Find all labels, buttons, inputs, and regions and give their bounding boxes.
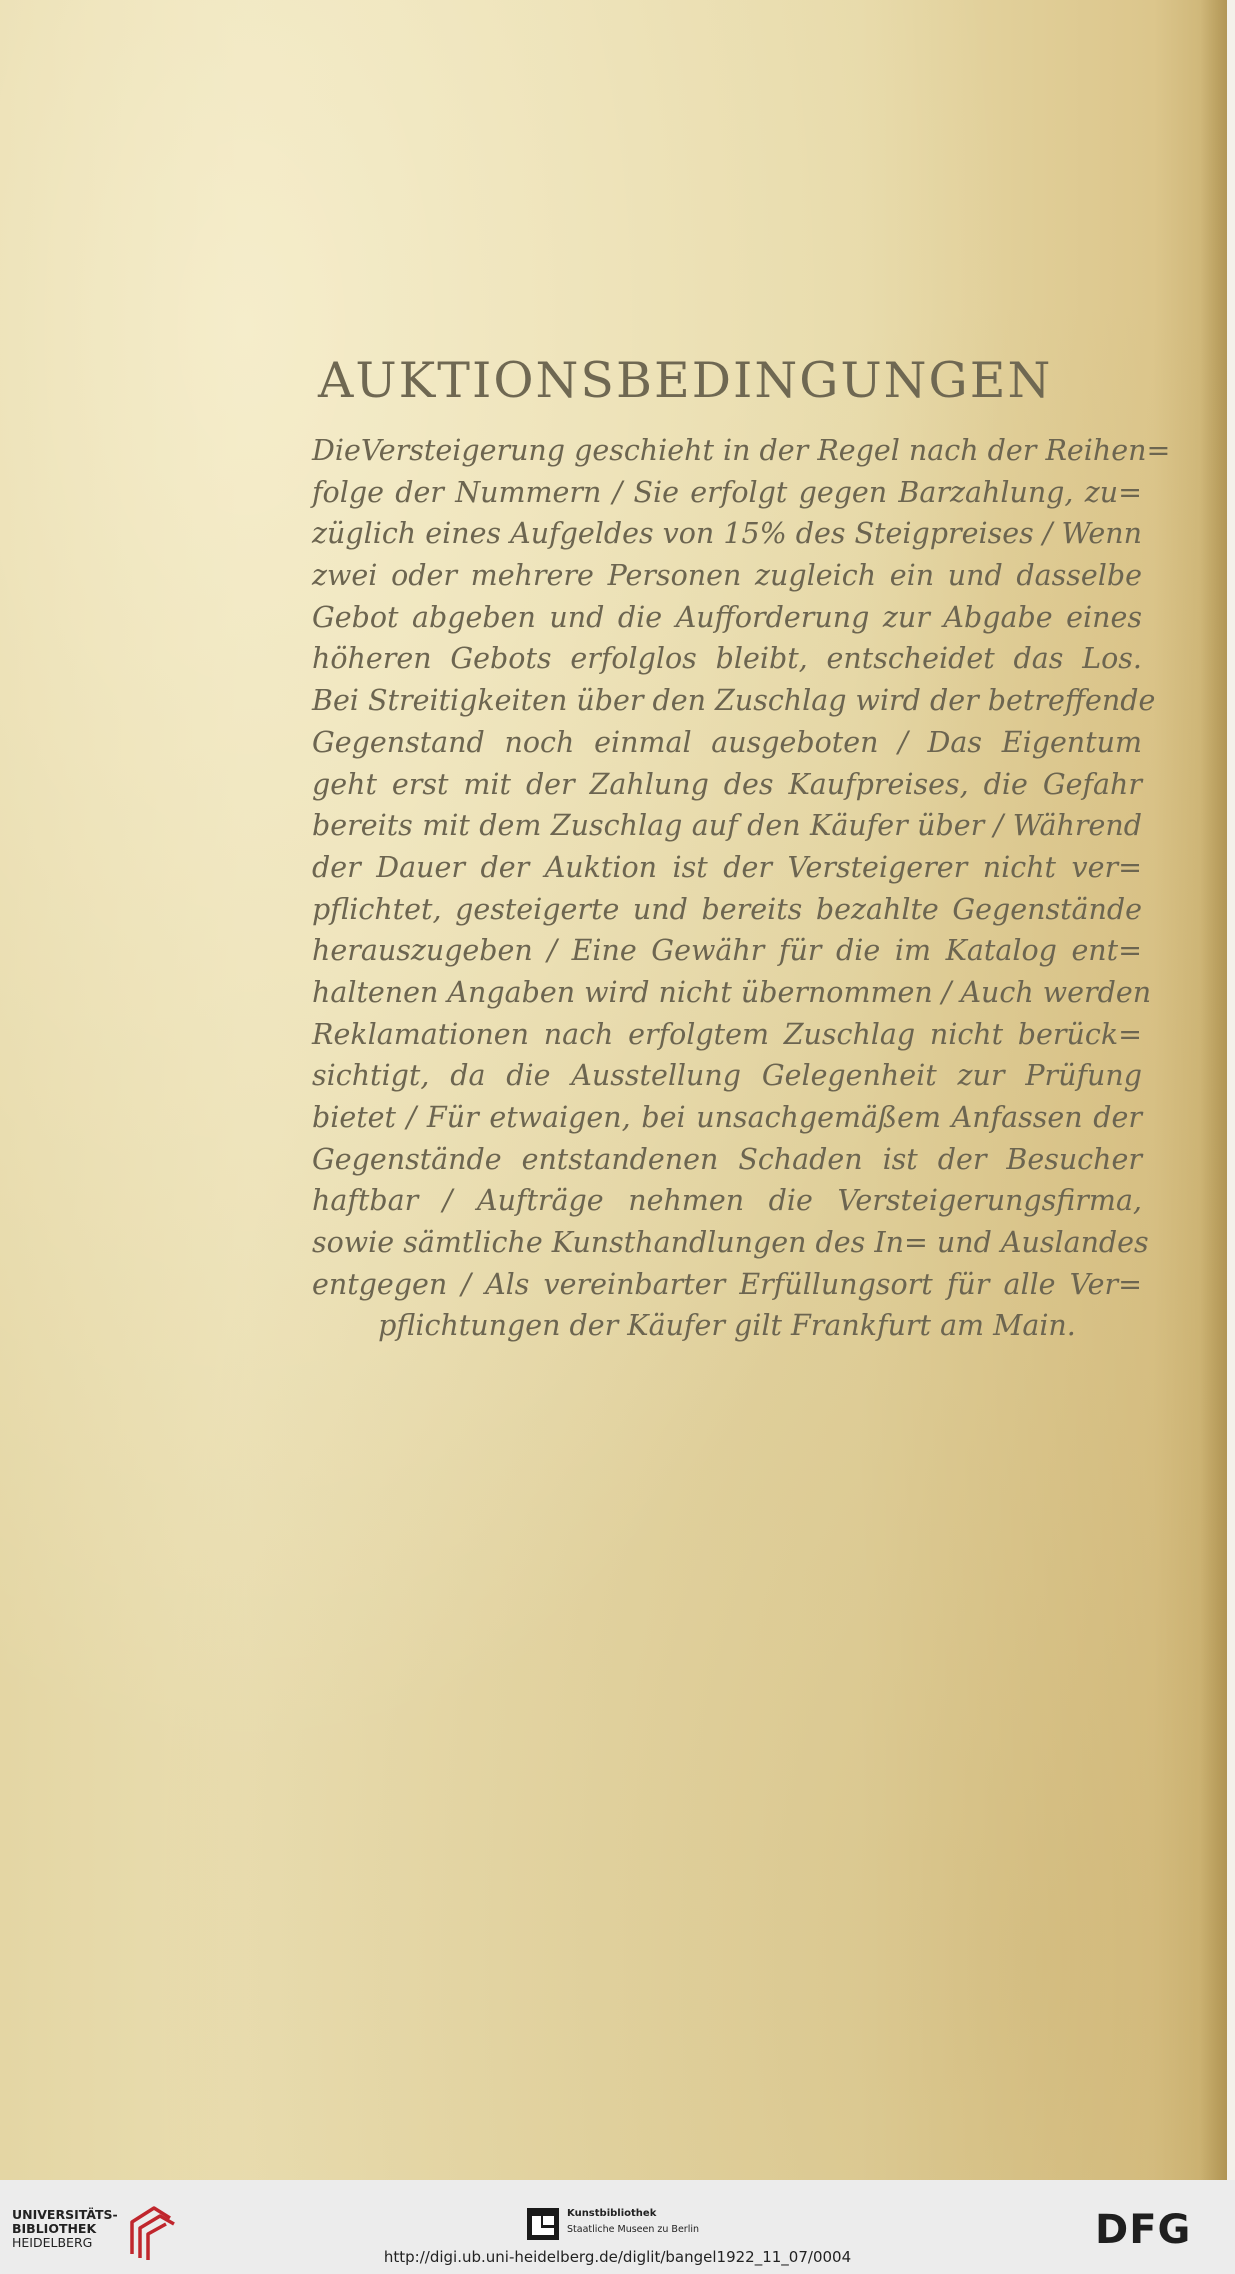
text-line: bietet / Für etwaigen, bei unsachgemäßem Anfassen der (312, 1101, 1142, 1134)
text-line: sowie sämtliche Kunsthandlungen des In= und Auslandes (312, 1226, 1149, 1260)
footer-bar (0, 2180, 1235, 2274)
text-line: züglich eines Aufgeldes von 15% des Steigpreises / Wenn (312, 517, 1142, 551)
text-line: folge der Nummern / Sie erfolgt gegen Barzahlung, zu= (312, 475, 1142, 509)
text-line: geht erst mit der Zahlung des Kaufpreises, die Gefahr (312, 767, 1142, 801)
page-edge-shadow (1200, 0, 1227, 2180)
kunstbibliothek-emblem-icon (527, 2208, 559, 2240)
ub-logo-line: BIBLIOTHEK (12, 2221, 97, 2236)
kunstbibliothek-logo[interactable] (527, 2204, 747, 2244)
kunstbibliothek-logo-line: Kunstbibliothek (567, 2208, 657, 2219)
text-line: pflichtungen der Käufer gilt Frankfurt am Main. (378, 1309, 1076, 1343)
text-line: Gegenstände entstandenen Schaden ist der Besucher (312, 1142, 1142, 1176)
text-line: höheren Gebots erfolglos bleibt, entscheidet das Los. (312, 642, 1142, 676)
text-line: der Dauer der Auktion ist der Versteigerer nicht ver= (312, 850, 1142, 884)
text-line: Gebot abgeben und die Aufforderung zur Abgabe eines (312, 600, 1142, 634)
text-line: Gegenstand noch einmal ausgeboten / Das Eigentum (312, 725, 1142, 759)
text-line: entgegen / Als vereinbarter Erfüllungsort für alle Ver= (312, 1267, 1142, 1301)
ub-logo-text (12, 2208, 118, 2250)
source-url[interactable]: http://digi.ub.uni-heidelberg.de/diglit/bangel1922_11_07/0004 (383, 2248, 852, 2266)
text-line: Reklamationen nach erfolgtem Zuschlag nicht berück= (312, 1017, 1142, 1051)
kunstbibliothek-logo-line: Staatliche Museen zu Berlin (567, 2224, 700, 2235)
ub-logo-line: HEIDELBERG (12, 2235, 93, 2250)
page-heading: AUKTIONSBEDINGUNGEN (318, 352, 1053, 409)
text-line: DieVersteigerung geschieht in der Regel nach der Reihen= (312, 434, 1171, 467)
text-line: sichtigt, da die Ausstellung Gelegenheit zur Prüfung (312, 1059, 1142, 1093)
text-line: zwei oder mehrere Personen zugleich ein und dasselbe (312, 559, 1142, 593)
text-line: haftbar / Aufträge nehmen die Versteigerungsfirma, (312, 1184, 1142, 1218)
auction-conditions-text (312, 430, 1171, 1347)
text-line: bereits mit dem Zuschlag auf den Käufer über / Während (312, 809, 1142, 843)
text-line: haltenen Angaben wird nicht übernommen / Auch werden (312, 975, 1152, 1009)
dfg-logo[interactable]: DFG (1095, 2207, 1192, 2253)
text-line: herauszugeben / Eine Gewähr für die im Katalog ent= (312, 934, 1142, 968)
right-margin (1227, 0, 1235, 2180)
text-line: pflichtet, gesteigerte und bereits bezahlte Gegenstände (312, 892, 1142, 926)
ub-logo-line: UNIVERSITÄTS- (12, 2207, 118, 2222)
text-line: Bei Streitigkeiten über den Zuschlag wird der betreffende (312, 684, 1156, 718)
